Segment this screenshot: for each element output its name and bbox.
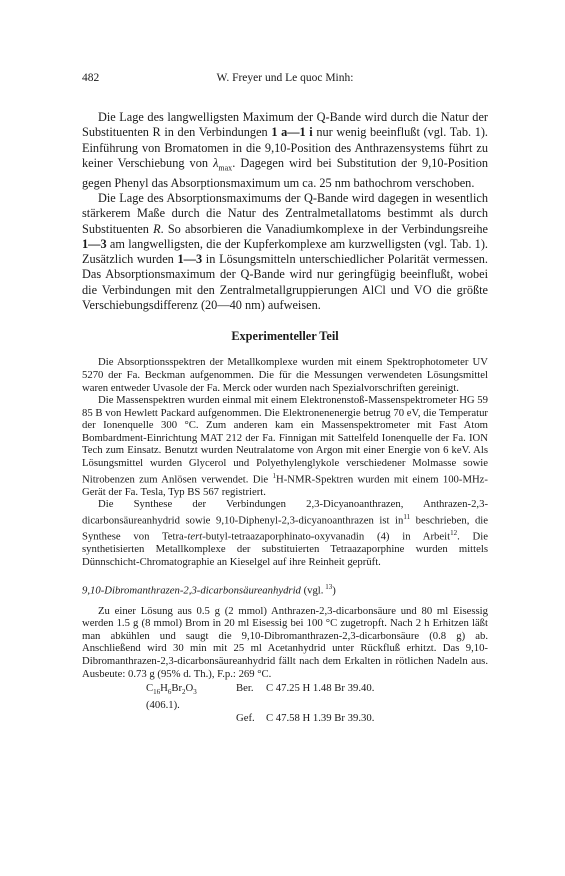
text-run: beschrieben, die Synthese von Tetra- bbox=[82, 514, 488, 543]
compound-ref: 1 a bbox=[271, 125, 288, 140]
superscript: 1 bbox=[272, 471, 276, 480]
reference-superscript: 12 bbox=[450, 529, 458, 538]
section-heading: Experimenteller Teil bbox=[231, 329, 339, 344]
procedure-paragraph: Zu einer Lösung aus 0.5 g (2 mmol) Anthrazen-2,3-dicarbonsäure und 80 ml Eisessig werden 1.5 g (8 mmol) Brom in 20 ml Eisessig bei 100 °C zugetropft. Nach 2 h Erhitzen läßt man abkühlen und saugt die 9,10-Dibromanthrazen-2,3-dicarbonsäure (0.8 g) ab. Anschließend wird 30 min mit 25 ml Acetanhydrid unter Rückfluß erhitzt. Das 9,10-Dibromanthrazen-2,3-dicarbonsäureanhydrid fällt nach dem Erkalten in rötlichen Nadeln aus. Ausbeute: 0.73 g (95% d. Th.), F.p.: 269 °C. bbox=[82, 604, 488, 680]
compound-ref: 3 bbox=[195, 252, 203, 267]
text-run: . Die synthetisierten Metallkomplexe der substituierten Tetraazaporphine wurden mittels Dünnschicht-Chromatographie an Kieselgel auf ihre Reinheit geprüft. bbox=[82, 530, 488, 568]
text-run: Die Synthese der Verbindungen 2,3-Dicyanoanthrazen, Anthrazen-2,3-dicarbonsäureanhydrid sowie 9,10-Diphenyl-2,3-dicyanoanthrazen ist in bbox=[82, 498, 488, 527]
text-run: nur wenig beeinflußt (vgl. Tab. 1). Einführung von Bromatomen in die 9,10-Position des Anthrazensystems führt zu keiner Verschiebung von bbox=[82, 125, 489, 170]
lambda-subscript: max bbox=[218, 163, 233, 173]
molecular-formula: $C_{16}H_6Br_2O_3$ (406.1). bbox=[146, 682, 197, 711]
dash: — bbox=[88, 236, 101, 251]
text-run: Die Lage des Absorptionsmaximums der Q-Bande wird dagegen in wesentlich stärkerem Maße durch die Natur des Zentralmetallatoms bestimmt als durch Substituenten bbox=[82, 190, 488, 236]
page-header bbox=[82, 72, 488, 90]
text-run: . Dagegen wird bei Substitution der 9,10-Position gegen Phenyl das Absorptionsmaximum um ca. 25 nm bathochrom verschoben. bbox=[82, 155, 488, 190]
reference-superscript: 11 bbox=[403, 513, 411, 521]
compound-ref: 1 bbox=[82, 236, 89, 251]
italic-tert: tert bbox=[187, 530, 203, 543]
analysis-label-calc: Ber. bbox=[236, 682, 254, 695]
paragraph-1 bbox=[82, 110, 488, 191]
text-run: -butyl-tetraazaporphinato-oxyvanadin (4) in Arbeit bbox=[202, 530, 451, 543]
text-run: (vgl. bbox=[300, 584, 324, 597]
substituent-R: R bbox=[153, 221, 161, 236]
reference-superscript: 13 bbox=[323, 582, 333, 591]
compound-ref: 1 bbox=[177, 252, 184, 267]
dash: — bbox=[183, 252, 196, 267]
page bbox=[82, 72, 488, 724]
compound-name: 9,10-Dibromanthrazen-2,3-dicarbonsäureanhydrid bbox=[82, 584, 301, 597]
lambda-symbol: λ bbox=[213, 155, 219, 170]
exp-paragraph-3 bbox=[82, 498, 488, 568]
text-run: . So absorbieren die Vanadiumkomplexe in der Verbindungsreihe bbox=[160, 221, 489, 236]
paragraph-2 bbox=[82, 191, 488, 313]
text-run: in Lösungsmitteln unterschiedlicher Polarität vermessen. Das Absorptionsmaximum der Q-Bande wird nur geringfügig beeinflußt, wobei die Verbindungen mit den Zentralmetallgruppierungen AlCl und VO die größte Verschiebungsdifferenz (20—40 nm) aufweisen. bbox=[82, 252, 488, 313]
analysis-values-found: C 47.58 H 1.39 Br 39.30. bbox=[266, 711, 375, 724]
text-run: ) bbox=[332, 584, 336, 597]
analysis-label-found: Gef. bbox=[236, 711, 255, 724]
compound-subheading bbox=[82, 581, 488, 597]
dash: — bbox=[287, 125, 300, 140]
page-number: 482 bbox=[82, 72, 100, 84]
text-run: am langwelligsten, die der Kupferkomplexe am kurzwelligsten (vgl. Tab. 1). Zusätzlich wurden bbox=[82, 236, 488, 267]
compound-ref: 1 i bbox=[299, 125, 313, 140]
exp-paragraph-2 bbox=[82, 394, 488, 498]
exp-paragraph-1: Die Absorptionsspektren der Metallkomplexe wurden mit einem Spektrophotometer UV 5270 der Fa. Beckman aufgenommen. Die für die Messungen verwendeten Lösungsmittel waren entweder Uvasole der Fa. Merck oder wurden nach Spezialvorschriften gereinigt. bbox=[82, 356, 488, 394]
analysis-values-calc: C 47.25 H 1.48 Br 39.40. bbox=[266, 682, 375, 695]
text-run: Die Lage des langwelligsten Maximum der Q-Bande wird durch die Natur der Substituenten R in den Verbindungen bbox=[82, 110, 488, 140]
running-head: W. Freyer und Le quoc Minh: bbox=[216, 72, 354, 84]
compound-ref: 3 bbox=[100, 236, 107, 251]
text-run: H-NMR-Spektren wurden mit einem 100-MHz-Gerät der Fa. Tesla, Typ BS 567 registriert. bbox=[82, 473, 488, 498]
text-run: Die Massenspektren wurden einmal mit einem Elektronenstoß-Massenspektrometer HG 59 85 B von Hewlett Packard aufgenommen. Die Elektronenenergie betrug 70 eV, die Temperatur der Ionenquelle 300 °C. Zum anderen kam ein Massenspektrometer mit Fast Atom Bombardment-Einrichtung MAT 212 der Fa. Finnigan mit Sattelfeld Ionenquelle der Fa. ION Tech zum Einsatz. Benutzt wurden Neutralatome von Argon mit einer Energie von 6 keV. Als Lösungsmittel wurden Glycerol und Polyethylenglykole verschiedener Molmasse sowie Nitrobenzen zum Anlösen verwendet. Die bbox=[82, 394, 488, 486]
elemental-analysis bbox=[146, 682, 488, 724]
